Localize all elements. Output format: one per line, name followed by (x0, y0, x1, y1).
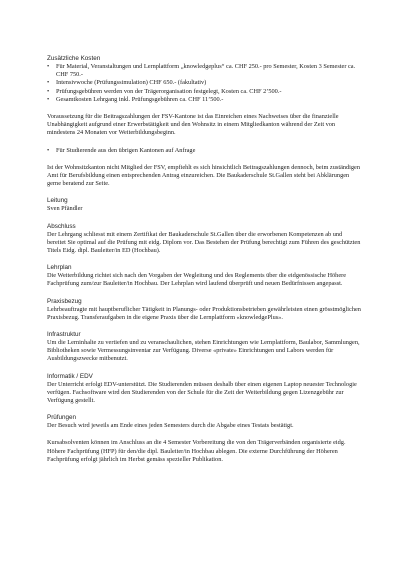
document-body (47, 55, 362, 464)
pruefungen-text-2: Kursabsolventen können im Anschluss an die 4 Semester Vorbereitung die von den Trägerverbänden organisierte eidg. Höhere Fachprüfung (HFP) für den/die dipl. Bauleiter/in Hochbau ablegen. Die externe Durchführung der Höheren Fachprüfung erfolgt jährlich im Herbst gemäss spezieller Publikation. (47, 439, 346, 463)
pruefungen-heading: Prüfungen (47, 414, 77, 422)
infrastruktur-heading: Infrastruktur (47, 331, 81, 339)
leitung-heading: Leitung (47, 197, 68, 205)
fsv-item: • Für Studierende aus den übrigen Kantonen auf Anfrage (47, 147, 362, 155)
costs-item: • Gesamtkosten Lehrgang inkl. Prüfungsgebühren ca. CHF 11’500.- (47, 96, 362, 104)
infrastruktur-text: Um die Lerninhalte zu vertiefen und zu veranschaulichen, stehen Einrichtungen wie Lernplattform, Baulabor, Sammlungen, Bibliotheken sowie Vermessungsinventar zur Verfügung. Diverse «private» Einrichtungen und Labors werden für Ausbildungszwecke mitbenutzt. (47, 339, 360, 363)
costs-item: • Intensivwoche (Prüfungssimulation) CHF 650.- (fakultativ) (47, 79, 362, 87)
abschluss-text: Der Lehrgang schliesst mit einem Zertifikat der Baukaderschule St.Gallen über die erworbenen Kompetenzen ab und bereitet Sie optimal auf die Prüfung mit eidg. Diplom vor. Das Bestehen der Prüfung berechtigt zum Führen des geschützten Titels Eidg. dipl. Bauleiter/in ED (Hochbau). (47, 230, 361, 255)
pruefungen-text: Der Besuch wird jeweils am Ende eines jeden Semesters durch die Abgabe eines Testats bestätigt. (47, 422, 294, 430)
lehrplan-heading: Lehrplan (47, 264, 72, 272)
lehrplan-text: Die Weiterbildung richtet sich nach den Vorgaben der Wegleitung und des Reglements über die eidgenössische Höhere Fachprüfung zum/zur Bauleiter/in Hochbau. Der Lehrplan wird laufend überprüft und neuen Bedürfnissen angepasst. (47, 272, 346, 288)
costs-item: • Für Material, Veranstaltungen und Lernplattform „knowledgeplus“ ca. CHF 250.- pro Semester, Kosten 3 Semester ca. CHF 750.- (47, 63, 362, 79)
fsv-paragraph: Voraussetzung für die Beitragszahlungen der FSV-Kantone ist das Einreichen eines Nachweises über die finanzielle Unabhängigkeit aufgrund einer Erwerbstätigkeit und den Wohnsitz in einem Mitgliedkanton während der Zeit von mindestens 24 Monaten vor Weiterbildungsbeginn. (47, 113, 339, 137)
costs-list (47, 63, 362, 104)
leitung-name: Sven Pfändler (47, 205, 83, 213)
costs-heading: Zusätzliche Kosten (47, 55, 101, 62)
informatik-heading: Informatik / EDV (47, 372, 93, 380)
praxisbezug-heading: Praxisbezug (47, 297, 82, 305)
fsv-paragraph-2: Ist der Wohnsitzkanton nicht Mitglied der FSV, empfiehlt es sich hinsichtlich Beitragszahlungen dennoch, beim zuständigen Amt für Berufsbildung einen entsprechenden Antrag einzureichen. Die Baukaderschule St.Gallen steht bei Abklärungen gerne beratend zur Seite. (47, 163, 360, 188)
praxisbezug-text: Lehrbeauftragte mit hauptberuflicher Tätigkeit in Planungs- oder Produktionsbetrieben gewährleisten einen grösstmöglichen Praxisbezug. Transferaufgaben in die eigene Praxis über die Lernplattform «knowledgePlus». (47, 305, 361, 321)
costs-item: • Prüfungsgebühren werden von der Trägerorganisation festgelegt, Kosten ca. CHF 2’500.- (47, 88, 362, 96)
informatik-text: Der Unterricht erfolgt EDV-unterstützt. Die Studierenden müssen deshalb über einen eigenen Laptop neuester Technologie verfügen. Fachsoftware wird den Studierenden von der Schule für die Zeit der Weiterbildung gegen Lizenzgebühr zur Verfügung gestellt. (47, 380, 357, 405)
abschluss-heading: Abschluss (47, 222, 76, 230)
fsv-list (47, 147, 362, 155)
